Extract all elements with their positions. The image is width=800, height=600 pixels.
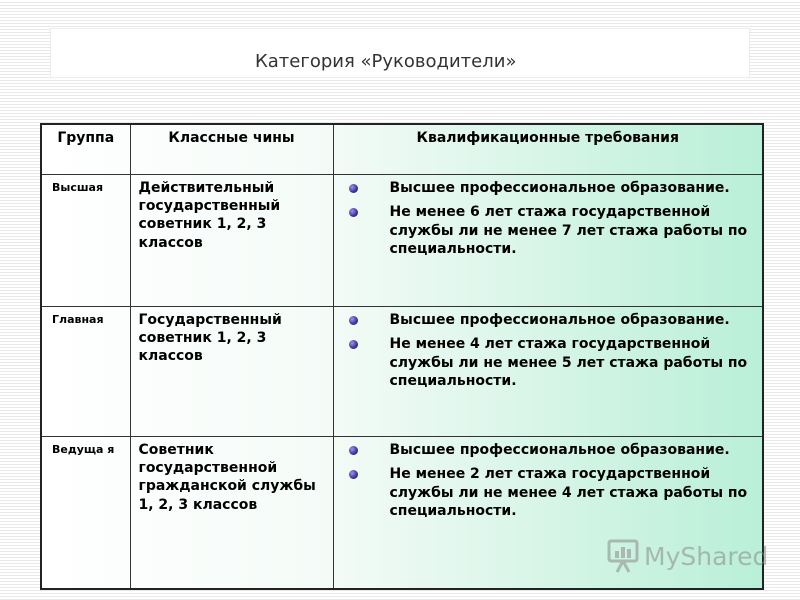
bullet-icon [349, 446, 358, 455]
bullet-icon [349, 208, 358, 217]
requirement-text: Высшее профессиональное образование. [389, 180, 730, 196]
group-cell: Ведуща я [41, 437, 130, 590]
bullet-icon [349, 316, 358, 325]
rank-cell: Действительный государственный советник 1, 2, 3 классов [130, 175, 333, 307]
requirement-item [342, 179, 755, 197]
requirements-table [40, 123, 764, 590]
watermark-text: MyShared [644, 541, 769, 571]
watermark [606, 536, 769, 576]
group-cell: Высшая [41, 175, 130, 307]
table-header-row [41, 124, 763, 175]
bullet-icon [349, 340, 358, 349]
requirement-item [342, 335, 755, 390]
header-requirements: Квалификационные требования [333, 124, 763, 175]
requirement-text: Не менее 4 лет стажа государственной службы ли не менее 5 лет стажа работы по специальности. [389, 336, 748, 390]
requirement-text: Высшее профессиональное образование. [389, 442, 730, 458]
rank-cell: Советник государственной гражданской службы 1, 2, 3 классов [130, 437, 333, 590]
requirement-text: Высшее профессиональное образование. [389, 312, 730, 328]
presentation-board-icon [606, 538, 640, 574]
requirements-cell [333, 175, 763, 307]
requirements-cell [333, 307, 763, 437]
table-row [41, 307, 763, 437]
group-cell: Главная [41, 307, 130, 437]
requirement-text: Не менее 2 лет стажа государственной службы ли не менее 4 лет стажа работы по специальности. [389, 466, 748, 520]
table-row [41, 175, 763, 307]
bullet-icon [349, 470, 358, 479]
bullet-icon [349, 184, 358, 193]
title-box [50, 28, 750, 78]
header-ranks: Классные чины [130, 124, 333, 175]
header-group: Группа [41, 124, 130, 175]
requirement-text: Не менее 6 лет стажа государственной службы ли не менее 7 лет стажа работы по специальности. [389, 204, 748, 258]
rank-cell: Государственный советник 1, 2, 3 классов [130, 307, 333, 437]
requirement-item [342, 311, 755, 329]
requirement-item [342, 465, 755, 520]
requirement-item [342, 203, 755, 258]
requirement-item [342, 441, 755, 459]
slide-title: Категория «Руководители» [255, 51, 517, 72]
